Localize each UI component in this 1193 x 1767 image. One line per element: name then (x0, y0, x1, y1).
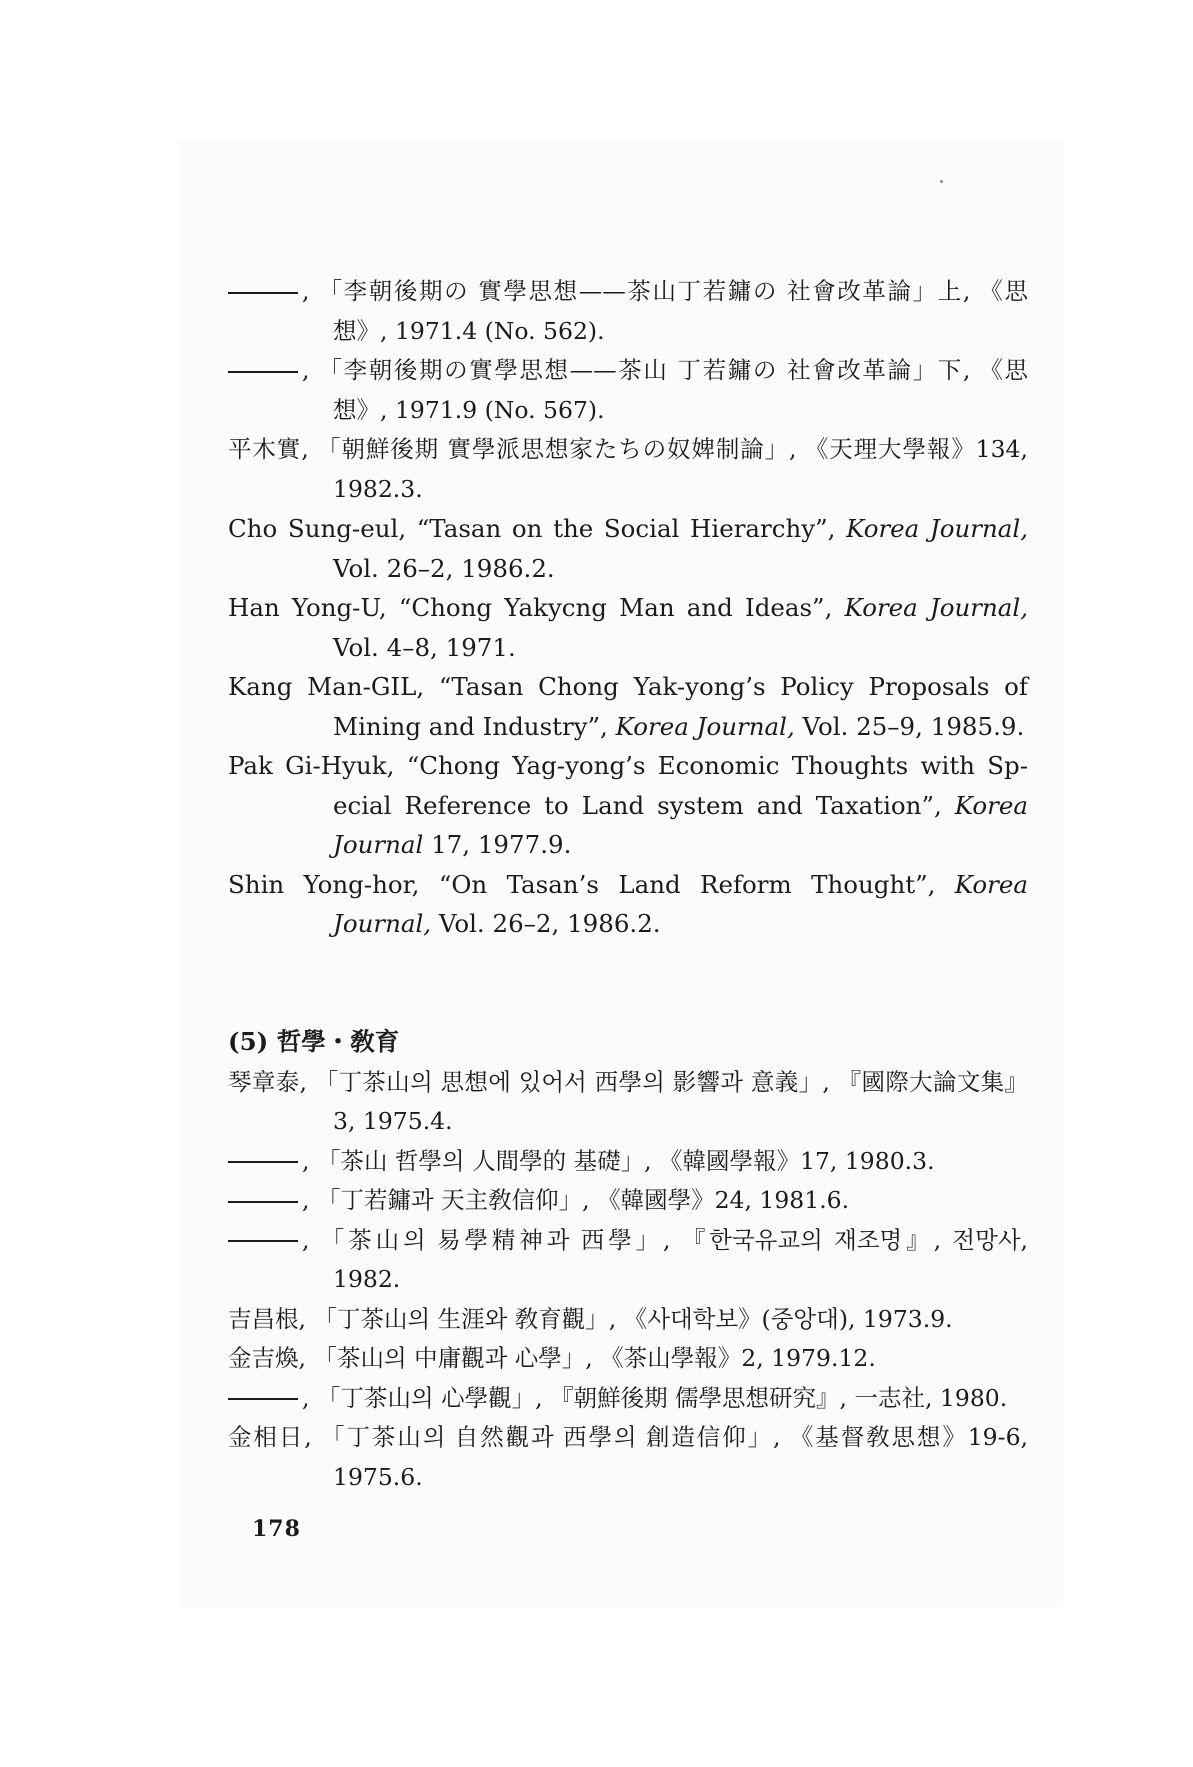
ditto-dash (228, 292, 298, 294)
bibliography-entry (228, 667, 1028, 746)
bibliography-content (228, 272, 1028, 1497)
bibliography-entry (228, 1418, 1028, 1497)
bibliography-entry: , 「茶山 哲學의 人間學的 基礎」, 《韓國學報》17, 1980.3. (228, 1142, 1028, 1182)
entry-journal: Korea Journal, (615, 711, 795, 741)
bibliography-entry: , 「丁茶山의 心學觀」, 『朝鮮後期 儒學思想研究』, 一志社, 1980. (228, 1379, 1028, 1419)
bibliography-entry (228, 1063, 1028, 1142)
entry-text: 「茶山의 中庸觀과 心學」, 《茶山學報》2, 1979.12. (313, 1344, 876, 1372)
bibliography-entry (228, 509, 1028, 588)
entry-journal: Korea Journal, (844, 593, 1028, 622)
entry-title: “On Tasan’s Land Reform Thought”, (438, 869, 936, 899)
ditto-dash (228, 1201, 298, 1203)
entry-title: “Tasan Chong Yak-yong’s Policy Proposals of Mining and Industry”, (333, 672, 1028, 741)
entry-author: 平木實, (228, 435, 309, 463)
ditto-dash (228, 1398, 298, 1400)
entry-text: 「李朝後期の 實學思想——茶山丁若鏞の 社會改革論」上, 《思想》, 1971.4 (No. 562). (318, 277, 1028, 345)
entry-text: 「李朝後期の實學思想——茶山 丁若鏞の 社會改革論」下, 《思想》, 1971.9 (No. 567). (318, 356, 1028, 424)
bibliography-entry (228, 746, 1028, 865)
entry-text: 「丁茶山의 生涯와 敎育觀」, 《사대학보》(중앙대), 1973.9. (313, 1304, 953, 1333)
entry-text: 「朝鮮後期 實學派思想家たちの奴婢制論」, 《天理大學報》134, 1982.3. (317, 435, 1028, 503)
entry-author: Pak Gi-Hyuk, (228, 751, 395, 780)
entry-title: “Tasan on the Social Hierarchy”, (416, 514, 836, 543)
entry-title: “Chong Yag-yong’s Economic Thoughts with Sp-ecial Reference to Land system and Taxation”, (333, 751, 1028, 820)
bibliography-entry: , 「李朝後期の 實學思想——茶山丁若鏞の 社會改革論」上, 《思想》, 1971.4 (No. 562). (228, 272, 1028, 351)
entry-author: 琴章泰, (228, 1067, 307, 1096)
entry-text: 「丁茶山의 思想에 있어서 西學의 影響과 意義」, 『國際大論文集』3, 1975.4. (314, 1067, 1028, 1135)
section-heading: (5) 哲學・敎育 (228, 1026, 400, 1056)
entry-volume: Vol. 26–2, 1986.2. (438, 909, 661, 938)
entry-journal: Korea Journal, (846, 514, 1028, 543)
entry-text: 「丁若鏞과 天主敎信仰」, 《韓國學》24, 1981.6. (316, 1186, 850, 1214)
entry-volume: 17, 1977.9. (431, 830, 572, 859)
entry-volume: Vol. 4–8, 1971. (333, 632, 516, 662)
ditto-dash (228, 1240, 298, 1242)
ditto-dash (228, 1161, 298, 1163)
scan-speck (940, 180, 943, 183)
ditto-dash (228, 371, 298, 373)
entry-text: 「茶山 哲學의 人間學的 基礎」, 《韓國學報》17, 1980.3. (316, 1146, 935, 1175)
entry-journal: Korea Journal, (333, 869, 1028, 938)
bibliography-entry: , 「茶山의 易學精神과 西學」, 『한국유교의 재조명』, 전망사, 1982. (228, 1221, 1028, 1300)
bibliography-entry (228, 865, 1028, 944)
bibliography-entry: , 「李朝後期の實學思想——茶山 丁若鏞の 社會改革論」下, 《思想》, 1971.9 (No. 567). (228, 351, 1028, 430)
entry-text: 「茶山의 易學精神과 西學」, 『한국유교의 재조명』, 전망사, 1982. (320, 1225, 1028, 1293)
entry-journal: Korea Journal (333, 790, 1028, 859)
entry-title: “Chong Yakycng Man and Ideas”, (398, 593, 833, 622)
entry-volume: Vol. 25–9, 1985.9. (802, 711, 1025, 741)
entry-text: 「丁茶山의 心學觀」, 『朝鮮後期 儒學思想研究』, 一志社, 1980. (316, 1383, 1008, 1412)
entry-author: Cho Sung-eul, (228, 514, 407, 543)
entry-author: 金吉煥, (228, 1344, 306, 1372)
entry-volume: Vol. 26–2, 1986.2. (333, 553, 555, 583)
bibliography-entry (228, 1339, 1028, 1379)
entry-author: Kang Man-GIL, (228, 672, 425, 701)
entry-author: 吉昌根, (228, 1304, 306, 1333)
entry-author: 金相日, (228, 1423, 312, 1451)
bibliography-entry (228, 1300, 1028, 1340)
entry-author: Han Yong-U, (228, 593, 387, 622)
entry-author: Shin Yong-hor, (228, 869, 420, 899)
bibliography-entry: , 「丁若鏞과 天主敎信仰」, 《韓國學》24, 1981.6. (228, 1181, 1028, 1221)
entry-text: 「丁茶山의 自然觀과 西學의 創造信仰」, 《基督敎思想》19-6, 1975.6. (321, 1423, 1028, 1491)
bibliography-entry (228, 430, 1028, 509)
page-number: 178 (252, 1516, 301, 1542)
bibliography-entry (228, 588, 1028, 667)
